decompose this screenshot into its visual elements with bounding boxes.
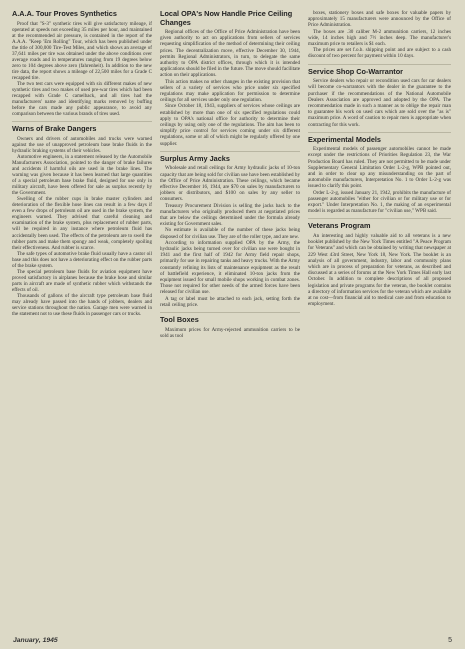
article-heading: Service Shop Co-Warrantor	[308, 64, 451, 77]
article-heading: Veterans Program	[308, 218, 451, 231]
column-1	[12, 10, 152, 630]
article-paragraph: Order L-2-g, issued January 21, 1942, prohibits the manufacture of passenger automobiles "either for civilian or for military use or for export." Under Interpretation No. 1, the making of an experimental model is regarded as manufacture for "civilian use," WPB said.	[308, 189, 451, 215]
article-paragraph: The two test cars were equipped with six different makes of new synthetic tires and two makes of used pre-war tires which had been recapped with Grade C camelback, and all tires had the manufacturers' name and identifying marks removed by buffing before the cars made any public appearance, to avoid any comparison between the various brands of tires used.	[12, 80, 152, 118]
article-paragraph: The safe types of automotive brake fluid usually have a castor oil base and this does not have a deteriorating effect on the rubber parts of the brake system.	[12, 250, 152, 269]
article-paragraph: Maximum prices for Army-rejected ammunition carriers to be sold as tool	[160, 326, 300, 339]
article-paragraph: Wholesale and retail ceilings for Army hydraulic jacks of 10-ton capacity that are being sold for civilian use have been established by the Office of Price Administration. These ceilings, which became effective December 16, 1944, are $70 on sales by manufacturers to jobbers or distributors, and $100 on sales by any seller to consumers.	[160, 165, 300, 203]
article-paragraph: Thousands of gallons of the aircraft type petroleum base fluid may already have passed into the hands of jobbers, dealers and service stations throughout the nation. Garage men were warned in the statement not to use these fluids in passenger cars or trucks.	[12, 292, 152, 318]
article-heading: Warns of Brake Dangers	[12, 121, 152, 134]
page-footer	[0, 629, 465, 649]
article-heading: A.A.A. Tour Proves Synthetics	[12, 10, 117, 18]
article-paragraph: Automotive engineers, in a statement released by the Automobile Manufacturers Association, pointed to the danger of brake failures and accidents if harmful oils are used in the brake lines. The warning was given because it has been learned that large quantities of a special petroleum base brake fluid, designed for use only in military aircraft, have been offered for sale as surplus recently by the Government.	[12, 153, 152, 197]
article-paragraph: Proof that "S-3" synthetic tires will give satisfactory mileage, if operated at speeds not exceeding 35 miles per hour, and maintained at the recommended air pressure, is contained in the report of the A.A.A. "Keep 'Em Rolling" Tour, which has been published under the title of 300,000 Tire-Test Miles, and which shows an average of 37,641 miles per tire was obtained under the above conditions over average roads and in temperatures ranging from 19 degrees below zero to 104 degrees above zero (fahrenheit). In addition to the new tire data, the report shows a mileage of 22,500 miles for a Grade C recapped tire.	[12, 20, 152, 81]
article-paragraph: An interesting and highly valuable aid to all veterans is a new booklet published by the New York Times entitled "A Peace Program for Veterans" and which can be obtained by writing that newspaper at 229 West 43rd Street, New York 18, New York. The booklet is an analysis of all government, industry, labor and community plans which are in process of preparation for veterans, as described and discussed at a series of forums at the New York Times Hall early last October. In addition to complete descriptions of all proposed legislation and private programs for the veteran, the booklet contains a directory of information services for the veteran which are available at no cost—from financial aid to medical care and from education to employment.	[308, 232, 451, 308]
article-paragraph: The prices are set f.o.b. shipping point and are subject to a cash discount of two percent for payment within 10 days.	[308, 47, 451, 60]
article-paragraph: A tag or label must be attached to each jack, setting forth the retail ceiling price.	[160, 295, 300, 308]
column-3	[308, 10, 451, 630]
column-2	[160, 10, 300, 630]
article-heading: Experimental Models	[308, 132, 451, 145]
article-paragraph: This action makes no other changes in the existing provision that sellers of a variety of services who price under six specified regulations may make application for permission to determine ceilings for all services under only one regulation.	[160, 78, 300, 104]
article-heading: Local OPA's Now Handle Price Ceiling Changes	[160, 10, 293, 27]
article-paragraph: Swelling of the rubber cups in brake master cylinders and deterioration of the flexible hose lines can result in a few days if even a few drops of petroleum oil are used in the brake system, the engineers warned. They advised that careful cleaning and examination of the brake system, plus replacement of rubber parts, will be required in any instance where petroleum fluid has accidentally been used. The effects of the petroleum are to swell the rubber parts and make them spongy and weak, completely spoiling their effectiveness. And rubber is scarce.	[12, 196, 152, 251]
columns	[12, 10, 453, 630]
article-paragraph: Regional offices of the Office of Price Administration have been given authority to act on applications from sellers of services requesting simplification of the method of determining their ceiling prices. The decentralization move, effective December 30, 1944, permits Regional Administrators, in turn, to delegate the same authority to OPA district offices, through which it is intended applications should be filed in the future. The move should facilitate action on their applications.	[160, 29, 300, 79]
issue-date: January, 1945	[13, 637, 58, 644]
article-paragraph: Owners and drivers of automobiles and trucks were warned against the use of unapproved petroleum base brake fluids in the hydraulic braking systems of their vehicles.	[12, 135, 152, 154]
page-number: 5	[448, 637, 452, 644]
article-paragraph: No estimate is available of the number of these jacks being disposed of for civilian use. They are of the roller type, and are new.	[160, 227, 300, 240]
article-paragraph: Service dealers who repair or recondition used cars for car dealers will become co-warrantors with the dealer in the guarantee to the purchaser if the recommendations of the National Automobile Dealers Association are approved and adopted by the OPA. The recommendation made in such a manner as to oblige the repair man to guarantee his work on used cars which are sold over the "as is" maximum price. A word of caution to repair men is appropriate when contracting for this work.	[308, 78, 451, 128]
article-paragraph: Experimental models of passenger automobiles cannot be made except under the restrictions of Priorities Regulation 23, the War Production Board has ruled. They are not permitted to be made under Supplementary General Limitation Order L-2-g, WPB pointed out, and in order to clear up any misunderstanding on the part of automobile manufacturers, Interpretation No. 1 to Order L-2-g was issued to clarify this point.	[308, 146, 451, 190]
article-paragraph: The boxes are .30 caliber M-2 ammunition carriers, 12 inches wide, 14 inches high and 7½ inches deep. The manufacturer's maximum price to retailers is $1 each.	[308, 28, 451, 48]
article-paragraph: boxes, stationery boxes and safe boxes for valuable papers by approximately 15 manufacturers were announced by the Office of Price Administration.	[308, 10, 451, 29]
article-paragraph: Since October 18, 1943, suppliers of services whose ceilings are established by more than one of six specified regulations could apply to OPA's national office for authority to determine their ceilings by using only one of the regulations. The aim has been to simplify price control for services coming under six different regulations, some or all of which might be regularly offered by one supplier.	[160, 103, 300, 147]
article-heading: Surplus Army Jacks	[160, 151, 300, 164]
article-paragraph: Treasury Procurement Division is selling the jacks back to the manufacturers who originally produced them at negotiated prices that are below the ceilings determined under the formula already existing for Government sales.	[160, 202, 300, 228]
article-paragraph: The special petroleum base fluids for aviation equipment have proved satisfactory in airplanes because the brake hose and similar parts in aircraft are made of synthetic rubber which withstands the effects of oil.	[12, 268, 152, 293]
article-heading: Tool Boxes	[160, 312, 300, 325]
article-paragraph: According to information supplied OPA by the Army, the hydraulic jacks being turned over for civilian use were bought in 1941 and the first half of 1942 for Army field repair shops, primarily for use in repairing tanks and heavy trucks. With the Army constantly refining its lists of maintenance equipment as the result of battlefield experience, it eliminated 10-ton jacks from the equipment issued for small mobile shops working in combat zones. Those not required for other needs of the armed forces have been released for civilian use.	[160, 239, 300, 296]
